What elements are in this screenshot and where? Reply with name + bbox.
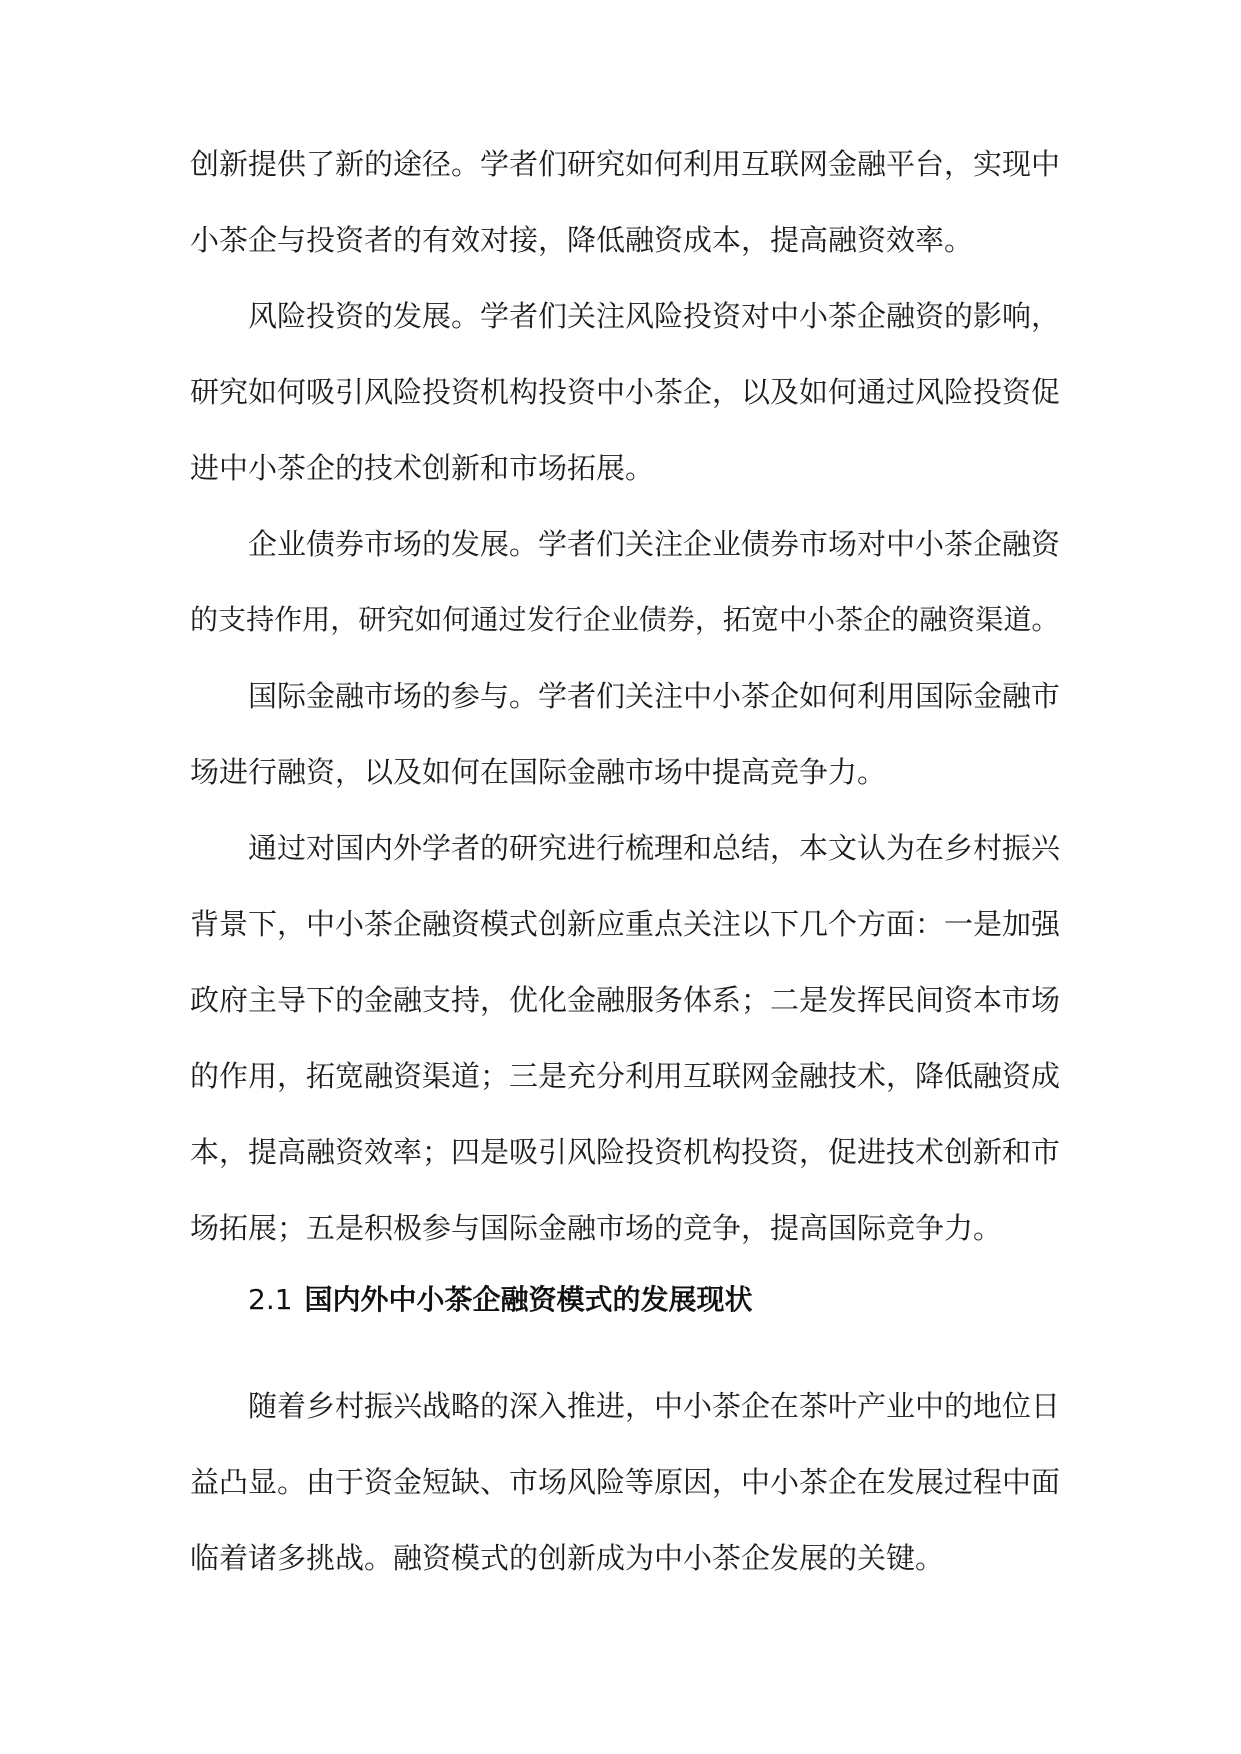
text-line: 小茶企与投资者的有效对接，降低融资成本，提高融资效率。 bbox=[190, 223, 974, 257]
body-text-bottom bbox=[190, 1368, 1060, 1596]
text-line: 创新提供了新的途径。学者们研究如何利用互联网金融平台，实现中 bbox=[190, 147, 1061, 181]
text-line: 场拓展；五是积极参与国际金融市场的竞争，提高国际竞争力。 bbox=[190, 1211, 1003, 1245]
text-line: 风险投资的发展。学者们关注风险投资对中小茶企融资的影响， bbox=[248, 299, 1061, 333]
text-line: 国际金融市场的参与。学者们关注中小茶企如何利用国际金融市 bbox=[248, 679, 1061, 713]
text-line: 的支持作用，研究如何通过发行企业债券，拓宽中小茶企的融资渠道。 bbox=[190, 603, 1060, 636]
text-line: 随着乡村振兴战略的深入推进，中小茶企在茶叶产业中的地位日 bbox=[248, 1389, 1061, 1423]
text-line: 场进行融资，以及如何在国际金融市场中提高竞争力。 bbox=[190, 755, 887, 789]
text-line: 临着诸多挑战。融资模式的创新成为中小茶企发展的关键。 bbox=[190, 1541, 945, 1575]
body-text-top bbox=[190, 126, 1060, 1266]
text-line: 政府主导下的金融支持，优化金融服务体系；二是发挥民间资本市场 bbox=[190, 983, 1061, 1017]
text-line: 益凸显。由于资金短缺、市场风险等原因，中小茶企在发展过程中面 bbox=[190, 1465, 1061, 1499]
text-line: 本，提高融资效率；四是吸引风险投资机构投资，促进技术创新和市 bbox=[190, 1135, 1061, 1169]
section-title: 国内外中小茶企融资模式的发展现状 bbox=[304, 1283, 753, 1316]
text-line: 进中小茶企的技术创新和市场拓展。 bbox=[190, 451, 655, 485]
text-line: 通过对国内外学者的研究进行梳理和总结，本文认为在乡村振兴 bbox=[248, 831, 1061, 865]
text-line: 的作用，拓宽融资渠道；三是充分利用互联网金融技术，降低融资成 bbox=[190, 1059, 1061, 1093]
section-number: 2.1 bbox=[248, 1283, 293, 1316]
section-heading bbox=[248, 1280, 753, 1320]
text-line: 企业债券市场的发展。学者们关注企业债券市场对中小茶企融资 bbox=[248, 527, 1061, 561]
text-line: 研究如何吸引风险投资机构投资中小茶企，以及如何通过风险投资促 bbox=[190, 375, 1061, 409]
text-line: 背景下，中小茶企融资模式创新应重点关注以下几个方面：一是加强 bbox=[190, 907, 1061, 941]
